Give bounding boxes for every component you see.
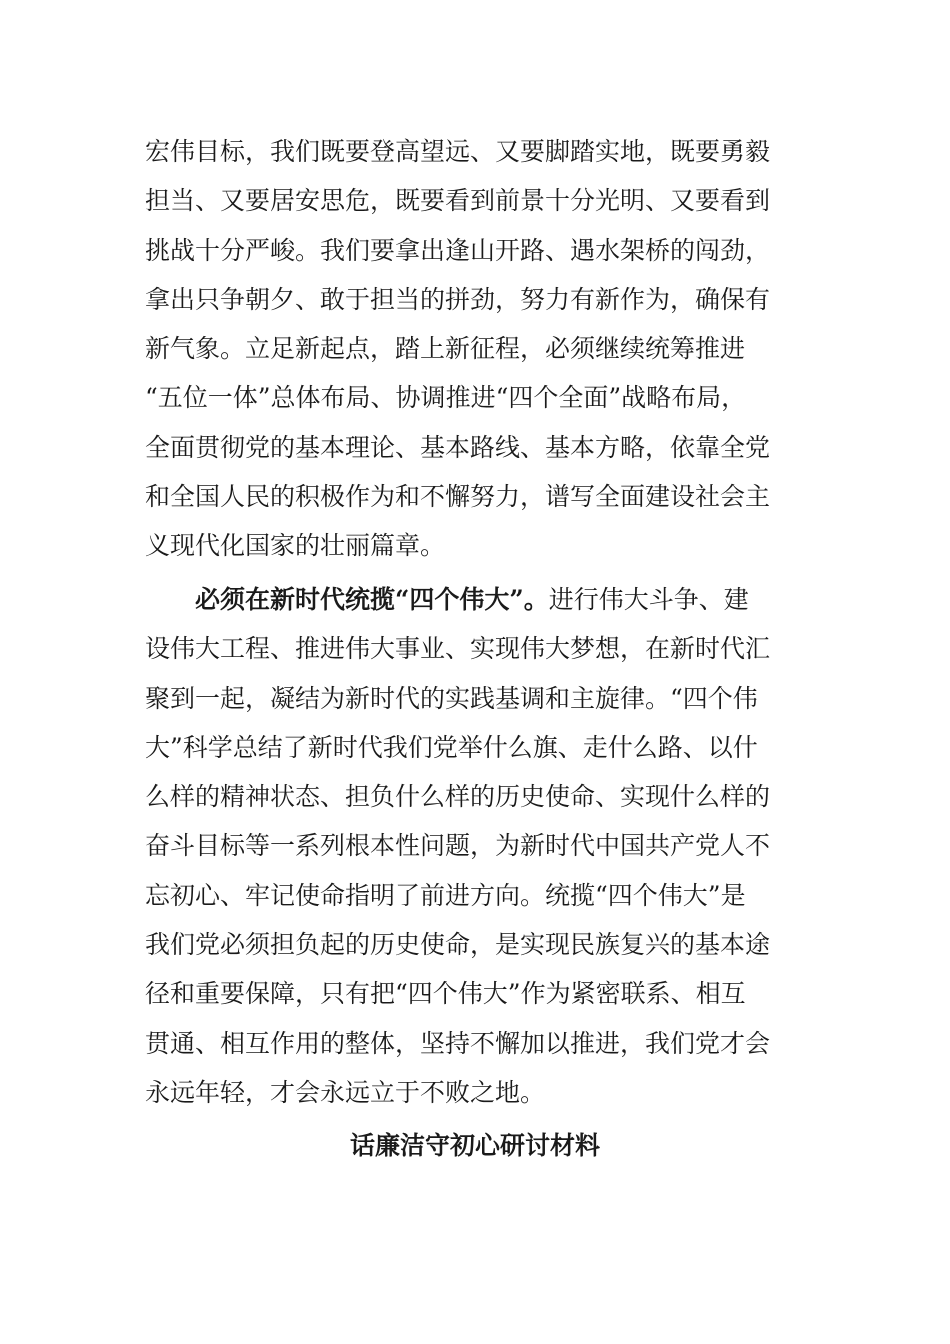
paragraph-line: 径和重要保障，只有把“四个伟大”作为紧密联系、相互 xyxy=(145,979,746,1009)
paragraph-line: 大”科学总结了新时代我们党举什么旗、走什么路、以什 xyxy=(145,732,758,762)
paragraph-line: 么样的精神状态、担负什么样的历史使命、实现什么样的 xyxy=(145,782,771,812)
paragraph-line: 新气象。立足新起点，踏上新征程，必须继续统筹推进 xyxy=(145,334,746,364)
paragraph-line: 宏伟目标，我们既要登高望远、又要脚踏实地，既要勇毅 xyxy=(145,137,771,166)
paragraph-line: 全面贯彻党的基本理论、基本路线、基本方略，依靠全党 xyxy=(145,432,771,462)
paragraph-first-line xyxy=(145,575,825,624)
paragraph-2 xyxy=(145,575,825,1117)
paragraph-line: 我们党必须担负起的历史使命，是实现民族复兴的基本途 xyxy=(145,930,771,960)
paragraph-line: 设伟大工程、推进伟大事业、实现伟大梦想，在新时代汇 xyxy=(145,634,771,664)
paragraph-line: 忘初心、牢记使命指明了前进方向。统揽“四个伟大”是 xyxy=(145,880,746,910)
paragraph-heading: 必须在新时代统揽“四个伟大”。 xyxy=(195,585,549,614)
paragraph-1 xyxy=(145,127,825,571)
paragraph-line: 和全国人民的积极作为和不懈努力，谱写全面建设社会主 xyxy=(145,482,771,512)
paragraph-line: 担当、又要居安思危，既要看到前景十分光明、又要看到 xyxy=(145,186,771,216)
paragraph-line: 拿出只争朝夕、敢于担当的拼劲，努力有新作为，确保有 xyxy=(145,284,771,314)
paragraph-line: 贯通、相互作用的整体，坚持不懈加以推进，我们党才会 xyxy=(145,1028,771,1058)
paragraph-line: 挑战十分严峻。我们要拿出逢山开路、遇水架桥的闯劲， xyxy=(145,235,771,265)
paragraph-first-line-text: 进行伟大斗争、建 xyxy=(548,585,749,614)
document-title: 话廉洁守初心研讨材料 xyxy=(349,1131,600,1160)
paragraph-line: 奋斗目标等一系列根本性问题，为新时代中国共产党人不 xyxy=(145,831,771,861)
paragraph-line: “五位一体”总体布局、协调推进“四个全面”战略布局， xyxy=(145,383,747,413)
paragraph-line: 义现代化国家的壮丽篇章。 xyxy=(145,531,446,561)
paragraph-line: 永远年轻，才会永远立于不败之地。 xyxy=(145,1077,546,1107)
paragraph-line: 聚到一起，凝结为新时代的实践基调和主旋律。“四个伟 xyxy=(145,683,758,713)
